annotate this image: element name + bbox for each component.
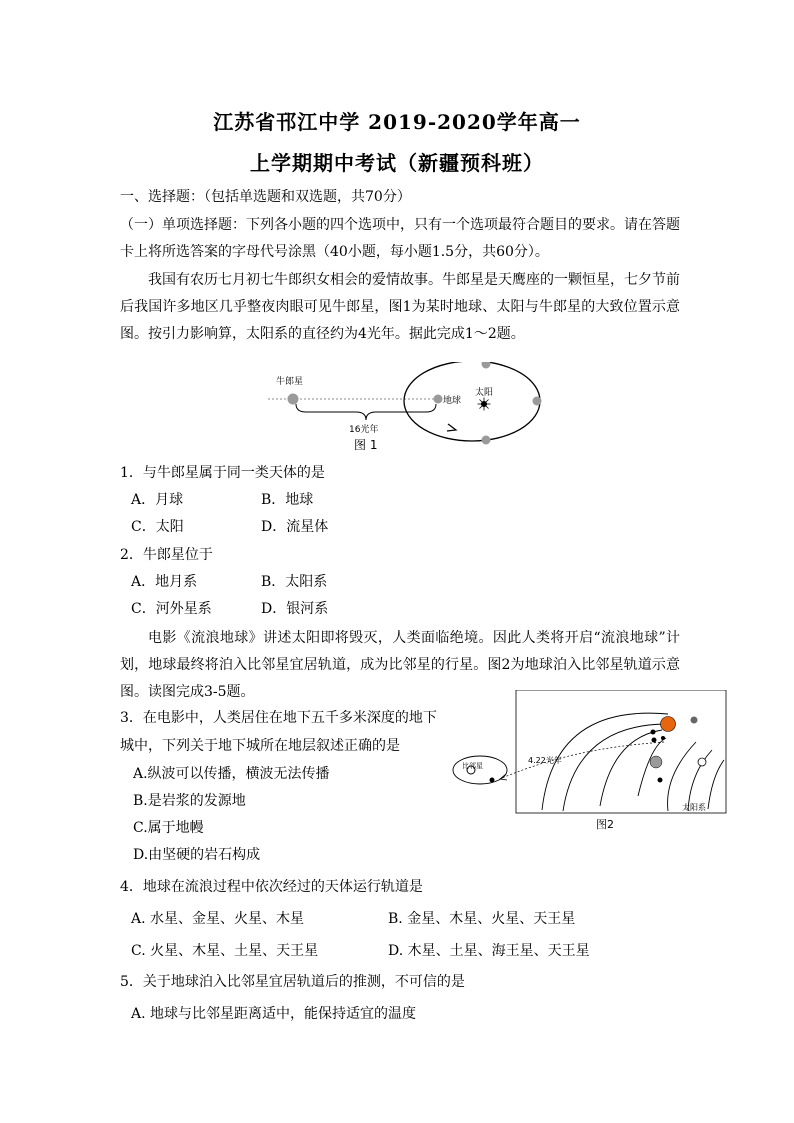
q4-option-c: C. 火星、木星、土星、天王星 bbox=[131, 943, 319, 959]
q4-option-b: B. 金星、木星、火星、天王星 bbox=[388, 911, 576, 927]
figure-2-caption: 图2 bbox=[596, 818, 614, 831]
q2-option-b: B．太阳系 bbox=[261, 574, 328, 590]
q5-option-a: A. 地球与比邻星距离适中，能保持适宜的温度 bbox=[131, 1006, 417, 1022]
q2-option-c: C．河外星系 bbox=[131, 601, 212, 617]
planet-dot bbox=[651, 730, 656, 735]
q1-option-c: C．太阳 bbox=[131, 519, 184, 535]
section-heading: 一、选择题：（包括单选题和双选题，共70分） bbox=[120, 189, 411, 205]
planet-dot bbox=[652, 738, 657, 743]
q4-stem: 4．地球在流浪过程中依次经过的天体运行轨道是 bbox=[120, 879, 423, 895]
exam-title-line2: 上学期期中考试（新疆预科班） bbox=[250, 151, 544, 175]
q3-stem-line2: 城中，下列关于地下城所在地层叙述正确的是 bbox=[120, 738, 400, 754]
label-earth: 地球 bbox=[443, 396, 462, 406]
q2-stem: 2．牛郎星位于 bbox=[120, 547, 213, 563]
planet-dot bbox=[658, 778, 663, 783]
label-distance: 4.22光年 bbox=[528, 756, 562, 765]
figure-1-diagram bbox=[262, 362, 552, 454]
earth-at-proxima-dot bbox=[490, 778, 495, 783]
q3-option-c: C.属于地幔 bbox=[133, 820, 204, 836]
subsection-instructions: （一）单项选择题：下列各小题的四个选项中，只有一个选项最符合题目的要求。请在答题卡上将所选答案的字母代号涂黑（40小题，每小题1.5分，共60分）。 bbox=[120, 217, 680, 260]
q4-option-d: D. 木星、土星、海王星、天王星 bbox=[388, 943, 590, 959]
q3-option-d: D.由坚硬的岩石构成 bbox=[133, 847, 261, 863]
q3-option-a: A.纵波可以传播，横波无法传播 bbox=[133, 766, 330, 782]
sun-icon bbox=[478, 398, 491, 411]
orbit-point-top bbox=[482, 362, 491, 369]
earth-orbit bbox=[404, 362, 540, 441]
q3-option-b: B.是岩浆的发源地 bbox=[133, 793, 246, 809]
exam-title-line1: 江苏省邗江中学 2019-2020学年高一 bbox=[213, 110, 581, 134]
jupiter-icon bbox=[650, 756, 662, 768]
orbit-point-bottom bbox=[482, 436, 491, 445]
passage-2: 电影《流浪地球》讲述太阳即将毁灭，人类面临绝境。因此人类将开启“流浪地球”计划，地球最终将泊入比邻星宜居轨道，成为比邻星的行星。图2为地球泊入比邻星轨道示意图。读图完成3-5题。 bbox=[120, 630, 680, 700]
label-solar-system: 太阳系 bbox=[682, 803, 706, 812]
q4-option-a: A. 水星、金星、火星、木星 bbox=[131, 911, 305, 927]
niulang-star-dot bbox=[288, 394, 299, 405]
proxima-orbit bbox=[453, 756, 507, 784]
distance-brace bbox=[296, 404, 436, 420]
q5-stem: 5．关于地球泊入比邻星宜居轨道后的推测，不可信的是 bbox=[120, 974, 465, 990]
figure-2-diagram bbox=[450, 690, 727, 834]
passage-1: 我国有农历七月初七牛郎织女相会的爱情故事。牛郎星是天鹰座的一颗恒星，七夕节前后我国许多地区几乎整夜肉眼可见牛郎星，图1为某时地球、太阳与牛郎星的大致位置示意图。按引力影响算，太阳系的直径约为4光年。据此完成1～2题。 bbox=[120, 272, 680, 342]
q1-option-d: D．流星体 bbox=[261, 519, 329, 535]
label-distance: 16光年 bbox=[349, 425, 379, 435]
planet-dot bbox=[698, 758, 706, 766]
earth-dot bbox=[434, 395, 443, 404]
planet-dot bbox=[661, 736, 665, 740]
sun-icon bbox=[661, 717, 676, 732]
q2-option-a: A．地月系 bbox=[131, 574, 198, 590]
label-niulang-star: 牛郎星 bbox=[276, 377, 304, 387]
planet-orbits bbox=[542, 713, 724, 811]
planet-dot bbox=[691, 717, 698, 724]
orbit-direction-arrow bbox=[447, 424, 456, 431]
q3-stem-line1: 3．在电影中，人类居住在地下五千多米深度的地下 bbox=[120, 710, 437, 726]
label-sun: 太阳 bbox=[475, 388, 494, 398]
q1-stem: 1．与牛郎星属于同一类天体的是 bbox=[120, 465, 325, 481]
q1-option-a: A．月球 bbox=[131, 492, 184, 508]
figure-1-caption: 图 1 bbox=[354, 438, 378, 452]
orbit-point-right bbox=[533, 397, 542, 406]
solar-system-frame bbox=[516, 690, 726, 813]
q2-option-d: D．银河系 bbox=[261, 601, 329, 617]
label-proxima: 比邻星 bbox=[462, 762, 483, 770]
q1-option-b: B．地球 bbox=[261, 492, 314, 508]
